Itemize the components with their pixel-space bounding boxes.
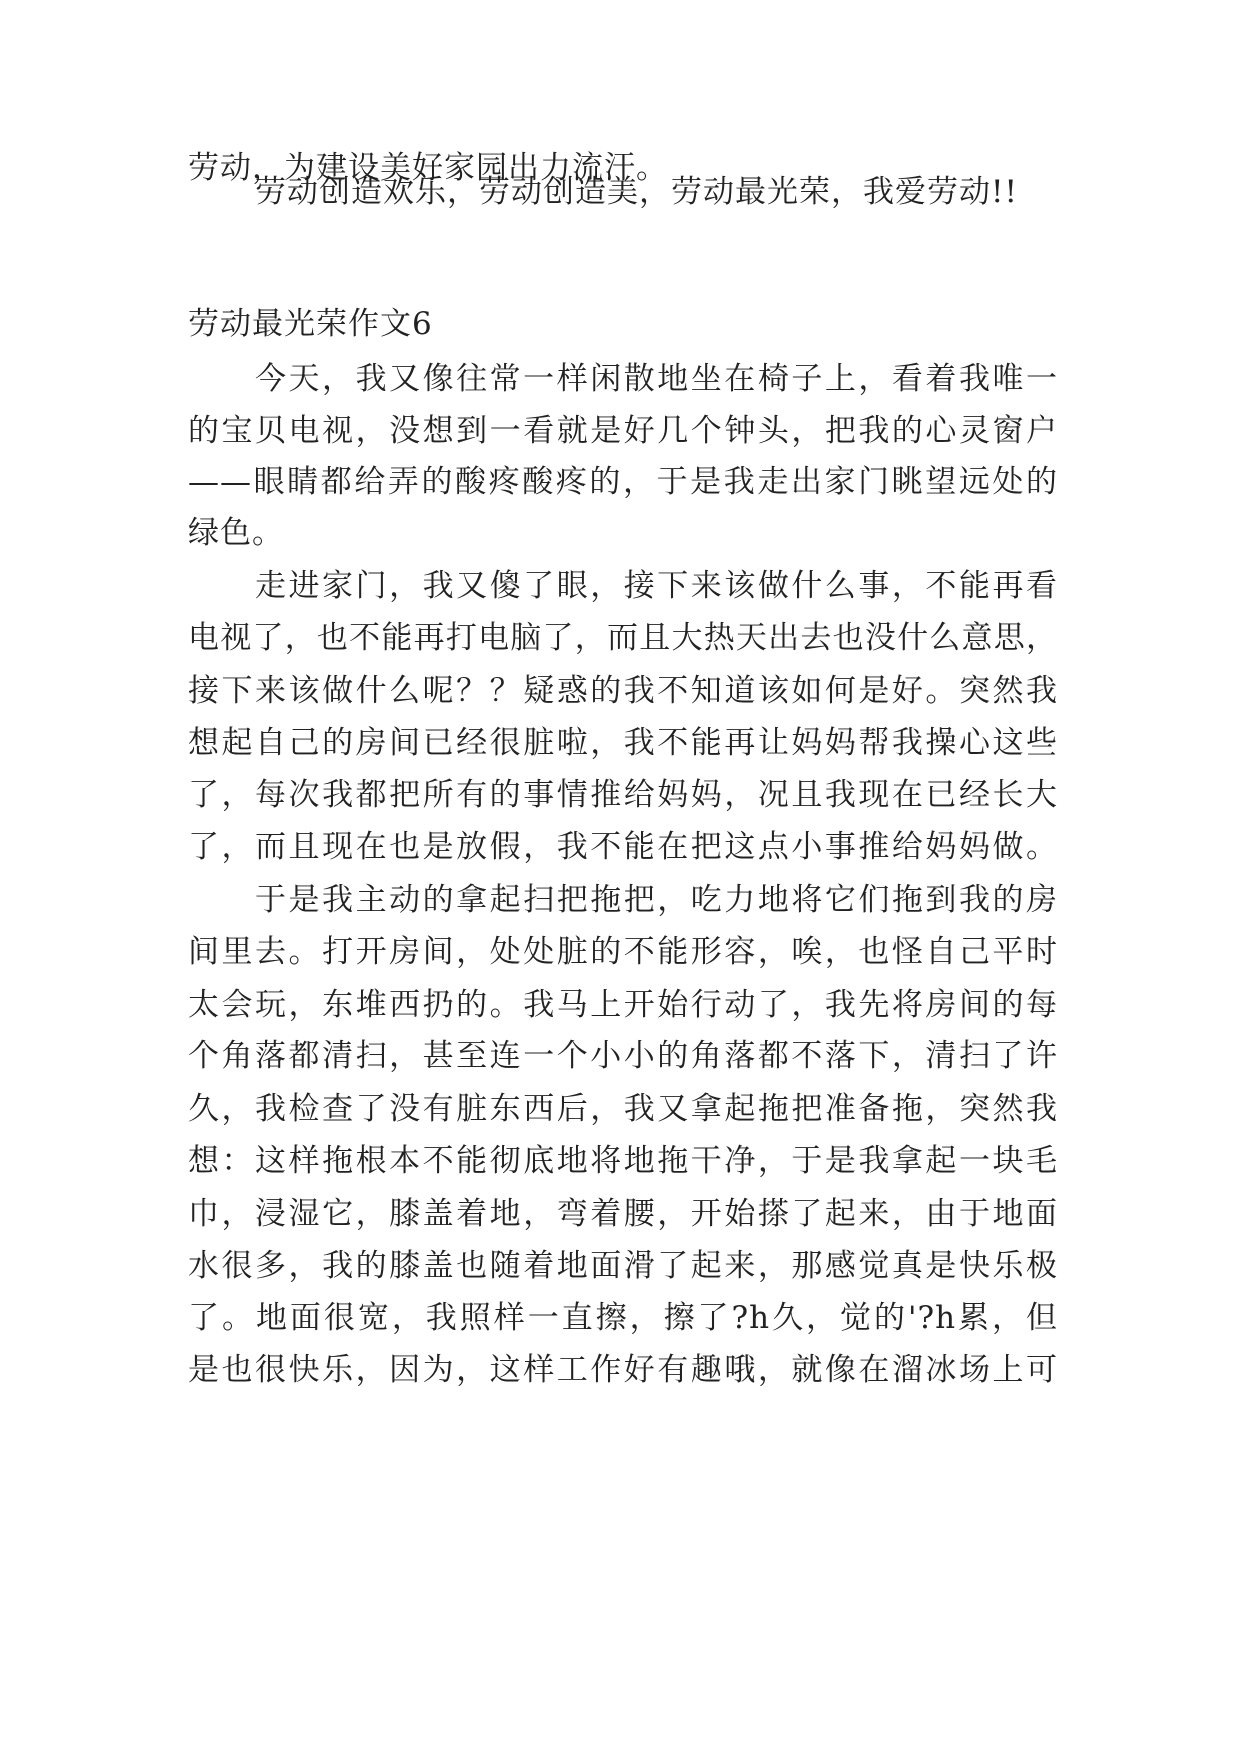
paragraph-line: 久，我检查了没有脏东西后，我又拿起拖把准备拖，突然我 [188,1091,1058,1127]
paragraph-line: 太会玩，东堆西扔的。我马上开始行动了，我先将房间的每 [188,987,1058,1023]
paragraph-line: 水很多，我的膝盖也随着地面滑了起来，那感觉真是快乐极 [188,1248,1058,1284]
paragraph-line: 是也很快乐，因为，这样工作好有趣哦，就像在溜冰场上可 [188,1352,1058,1388]
paragraph-line: 接下来该做什么呢？？疑惑的我不知道该如何是好。突然我 [188,673,1058,709]
paragraph-line: 了，每次我都把所有的事情推给妈妈，况且我现在已经长大 [188,777,1058,813]
paragraph-line: 了。地面很宽，我照样一直擦，擦了?h久，觉的'?h累，但 [188,1300,1058,1336]
paragraph-line: 的宝贝电视，没想到一看就是好几个钟头，把我的心灵窗户 [188,413,1058,449]
paragraph-line: 于是我主动的拿起扫把拖把，吃力地将它们拖到我的房 [255,882,1058,918]
paragraph-line: 了，而且现在也是放假，我不能在把这点小事推给妈妈做。 [188,829,1058,865]
paragraph-line: 电视了，也不能再打电脑了，而且大热天出去也没什么意思， [188,620,1058,656]
paragraph-line: 个角落都清扫，甚至连一个小小的角落都不落下，清扫了许 [188,1038,1058,1074]
paragraph-line: 劳动创造欢乐，劳动创造美，劳动最光荣，我爱劳动!! [255,174,1018,210]
section-heading: 劳动最光荣作文6 [188,306,433,342]
paragraph-line: 劳动，为建设美好家园出力流汗。 [188,150,668,186]
paragraph-line: 想起自己的房间已经很脏啦，我不能再让妈妈帮我操心这些 [188,725,1058,761]
paragraph-line: ——眼睛都给弄的酸疼酸疼的，于是我走出家门眺望远处的 [188,464,1058,500]
paragraph-line: 想：这样拖根本不能彻底地将地拖干净，于是我拿起一块毛 [188,1143,1058,1179]
paragraph-line: 间里去。打开房间，处处脏的不能形容，唉，也怪自己平时 [188,934,1058,970]
paragraph-line: 今天，我又像往常一样闲散地坐在椅子上，看着我唯一 [255,361,1058,397]
paragraph-line: 巾，浸湿它，膝盖着地，弯着腰，开始搽了起来，由于地面 [188,1196,1058,1232]
paragraph-line: 走进家门，我又傻了眼，接下来该做什么事，不能再看 [255,568,1058,604]
paragraph-line: 绿色。 [188,515,284,551]
